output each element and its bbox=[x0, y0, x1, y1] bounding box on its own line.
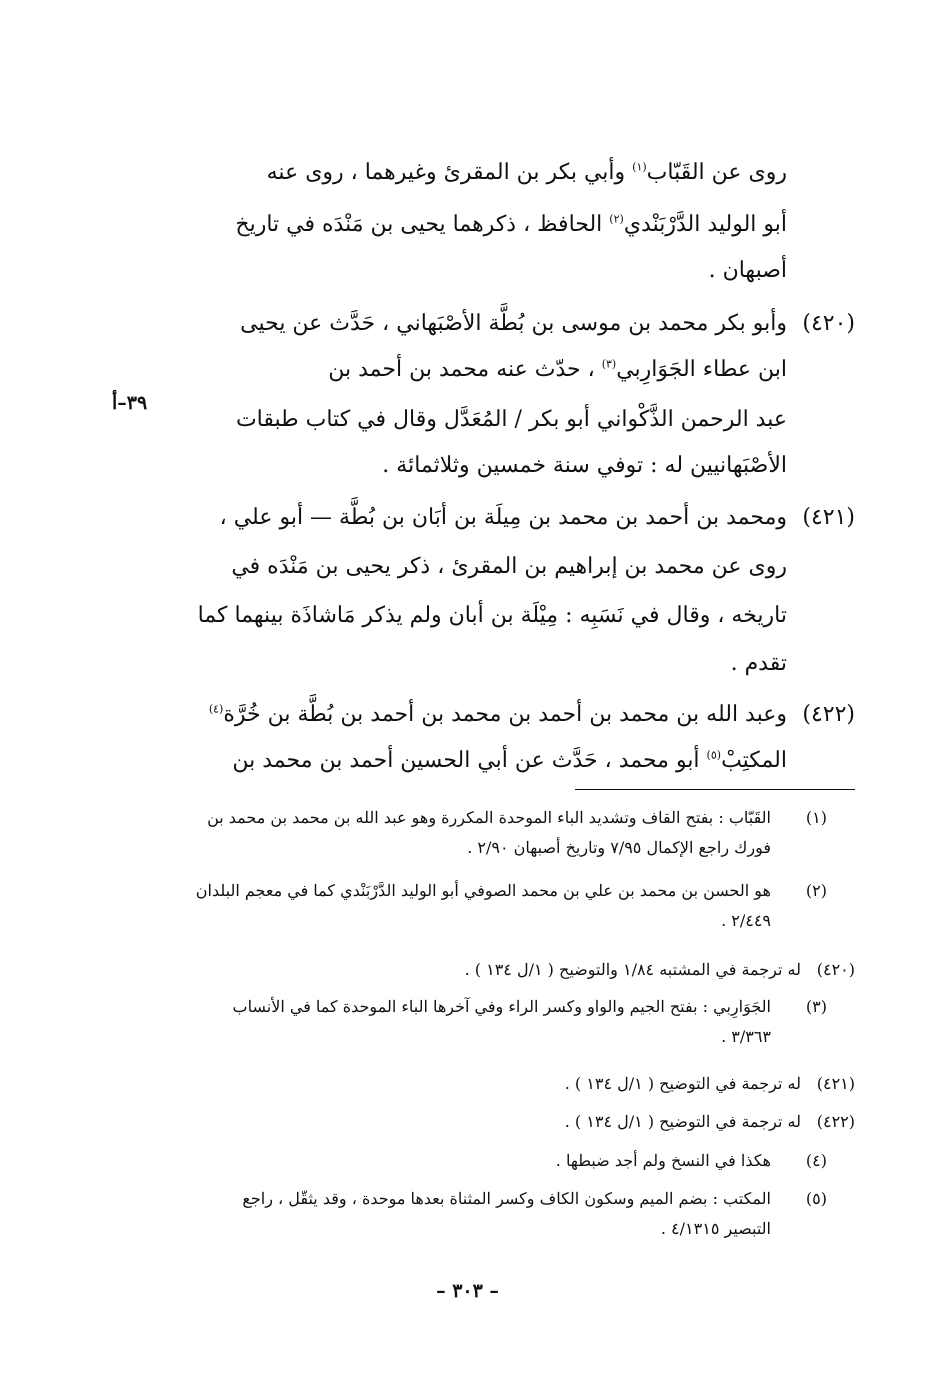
entry-422-line-2: المكتِبْ$^{(٥)}$ أبو محمد ، حَدَّث عن أبي الحسين أحمد بن محمد بن bbox=[232, 748, 787, 773]
margin-folio-note: ٣٩–أ bbox=[112, 392, 148, 414]
entry-420-line-4: الأصْبَهانيين له : توفي سنة خمسين وثلاثمائة . bbox=[382, 453, 787, 478]
entry-420-line-2: ابن عطاء الجَوَارِبي$^{(٣)}$ ، حدّث عنه محمد بن أحمد بن bbox=[328, 357, 787, 382]
entry-421-line-3: تاريخه ، وقال في نَسَبِه : مِيْلَة بن أبان ولم يذكر مَاشاذَة بينهما كما bbox=[197, 603, 787, 628]
text-line-3: أصبهان . bbox=[708, 258, 787, 283]
text-line-1: روى عن القَبّاب$^{(١)}$ وأبي بكر بن المقرئ وغيرهما ، روى عنه bbox=[266, 160, 787, 185]
entry-number: (٤٢١) bbox=[802, 505, 855, 530]
entry-number: (٤٢٠) bbox=[802, 311, 855, 336]
footnote-separator bbox=[575, 789, 855, 790]
entry-420-line-3: عبد الرحمن الذَّكْواني أبو بكر / المُعَدَّل وقال في كتاب طبقات bbox=[235, 407, 787, 432]
entry-421-line-2: روى عن محمد بن إبراهيم بن المقرئ ، ذكر يحيى بن مَنْدَه في bbox=[231, 554, 787, 579]
text-line-2: أبو الوليد الدَّرْبَنْدي$^{(٢)}$ الحافظ ، ذكرهما يحيى بن مَنْدَه في تاريخ bbox=[235, 212, 787, 237]
document-page: روى عن القَبّاب$^{(١)}$ وأبي بكر بن المقرئ وغيرهما ، روى عنه أبو الوليد الدَّرْبَنْدي$^{(٢)}$ الحافظ ، ذكرهما يحيى بن مَنْدَه في تاريخ أصبهان . (٤٢٠) وأبو بكر محمد بن موسى بن بُطَّة الأصْبَهاني ، حَدَّث عن يحيى ابن عطاء الجَوَارِبي$^{(٣)}$ ، حدّث عنه محمد بن أحمد بن عبد الرحمن الذَّكْواني أبو بكر / المُعَدَّل وقال في كتاب طبقات الأصْبَهانيين له : توفي سنة خمسين وثلاثمائة . ٣٩–أ (٤٢١) ومحمد بن أحمد بن محمد بن مِيلَة بن أبَان بن بُطَّة — أبو علي ، روى عن محمد بن إبراهيم بن المقرئ ، ذكر يحيى بن مَنْدَه في تاريخه ، وقال في نَسَبِه : مِيْلَة بن أبان ولم يذكر مَاشاذَة بينهما كما تقدم . (٤٢٢) وعبد الله بن محمد بن أحمد بن محمد بن أحمد بن بُطَّة بن خُرَّة$^{(٤)}$ المكتِبْ$^{(٥)}$ أبو محمد ، حَدَّث عن أبي الحسين أحمد بن محمد بن (١) القَبّاب : بفتح القاف وتشديد الباء الموحدة المكررة وهو عبد الله بن محمد بن محمد بن فورك راجع الإكمال ٧/٩٥ وتاريخ أصبهان ٢/٩٠ . (٢) هو الحسن بن محمد بن علي بن محمد الصوفي أبو الوليد الدَّرْبَنْدي كما في معجم البلدان ٢/٤٤٩ . (٤٢٠) له ترجمة في المشتبه ١/٨٤ والتوضيح ( ١/ل ١٣٤ ) . (٣) الجَوَارِبي : بفتح الجيم والواو وكسر الراء وفي آخرها الباء الموحدة كما في الأنساب ٣/٣٦٣ . (٤٢١) له ترجمة في التوضيح ( ١/ل ١٣٤ ) . (٤٢٢) له ترجمة في التوضيح ( ١/ل ١٣٤ ) . (٤) هكذا في النسخ ولم أجد ضبطها . (٥) المكتب : بضم الميم وسكون الكاف وكسر المثناة بعدها موحدة ، وقد يثقّل ، راجع التبصير ٤/١٣١٥ . – ٣٠٣ – bbox=[0, 0, 935, 1381]
page-number: – ٣٠٣ – bbox=[436, 1280, 499, 1302]
entry-number: (٤٢٢) bbox=[802, 702, 855, 727]
entry-421-line-4: تقدم . bbox=[730, 651, 787, 676]
